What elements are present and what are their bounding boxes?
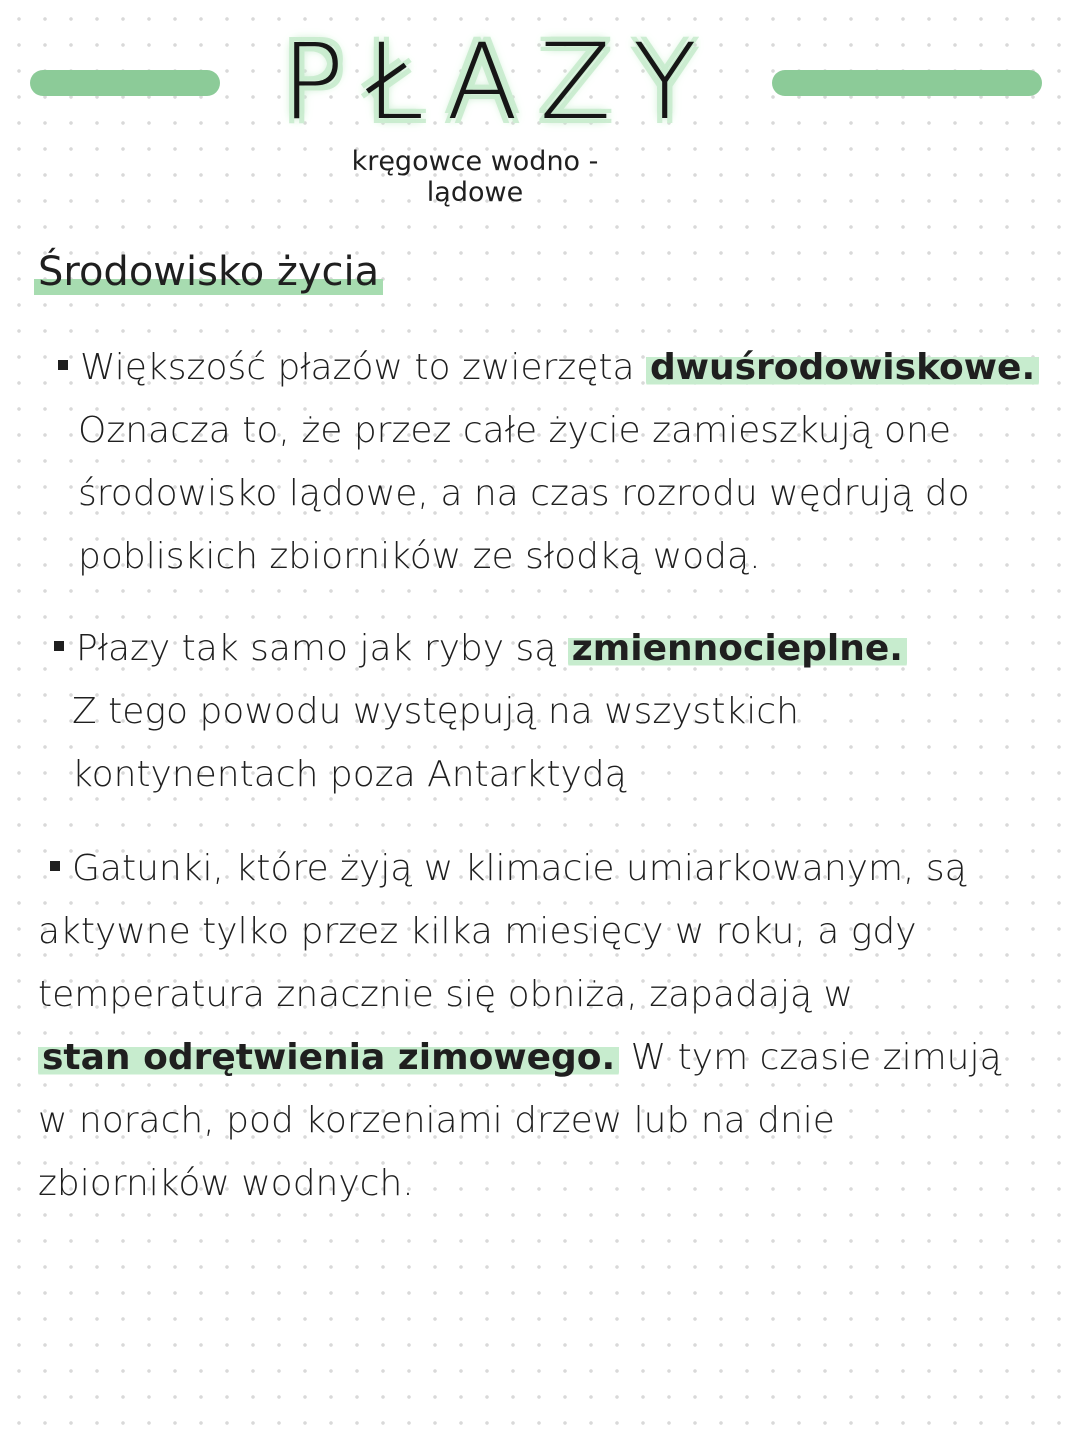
bullet-icon — [58, 360, 68, 370]
bullet-icon — [54, 641, 64, 651]
page-title: PŁAZY — [281, 21, 719, 143]
paragraph-line — [54, 617, 1054, 680]
paragraph-line — [38, 1026, 1058, 1089]
paragraph-line — [58, 336, 1058, 399]
paragraph-line: aktywne tylko przez kilka miesięcy w roku, a gdy — [38, 911, 917, 952]
bullet-icon — [50, 861, 60, 871]
paragraph-line: w norach, pod korzeniami drzew lub na dnie — [38, 1100, 835, 1141]
highlight-term: zmiennocieplne. — [568, 628, 907, 669]
paragraph-text: Płazy tak samo jak ryby są — [76, 628, 568, 669]
section-heading: Środowisko życia — [34, 242, 383, 302]
title-decoration-right — [772, 70, 1042, 96]
paragraph-line: pobliskich zbiorników ze słodką wodą. — [78, 536, 761, 577]
paragraph-dwusrodowiskowe — [58, 336, 1058, 588]
paragraph-zmiennocieplne — [54, 617, 1054, 806]
paragraph-text: W tym czasie zimują — [619, 1037, 1002, 1078]
highlight-term: dwuśrodowiskowe. — [646, 347, 1039, 388]
highlight-term: stan odrętwienia zimowego. — [38, 1037, 619, 1078]
page-subtitle: kręgowce wodno - lądowe — [351, 146, 599, 208]
paragraph-line: Z tego powodu występują na wszystkich — [72, 691, 799, 732]
paragraph-odretwienie — [38, 837, 1058, 1215]
paragraph-text: Większość płazów to zwierzęta — [80, 347, 646, 388]
paragraph-text: Gatunki, które żyją w klimacie umiarkowanym, są — [72, 848, 967, 889]
paragraph-line: zbiorników wodnych. — [38, 1163, 414, 1204]
paragraph-line — [38, 837, 1058, 900]
paragraph-line: środowisko lądowe, a na czas rozrodu wędrują do — [78, 473, 970, 514]
paragraph-line: kontynentach poza Antarktydą — [72, 754, 627, 795]
paragraph-line: Oznacza to, że przez całe życie zamieszkują one — [78, 410, 951, 451]
title-decoration-left — [30, 70, 220, 96]
paragraph-line: temperatura znacznie się obniża, zapadają w — [38, 974, 853, 1015]
